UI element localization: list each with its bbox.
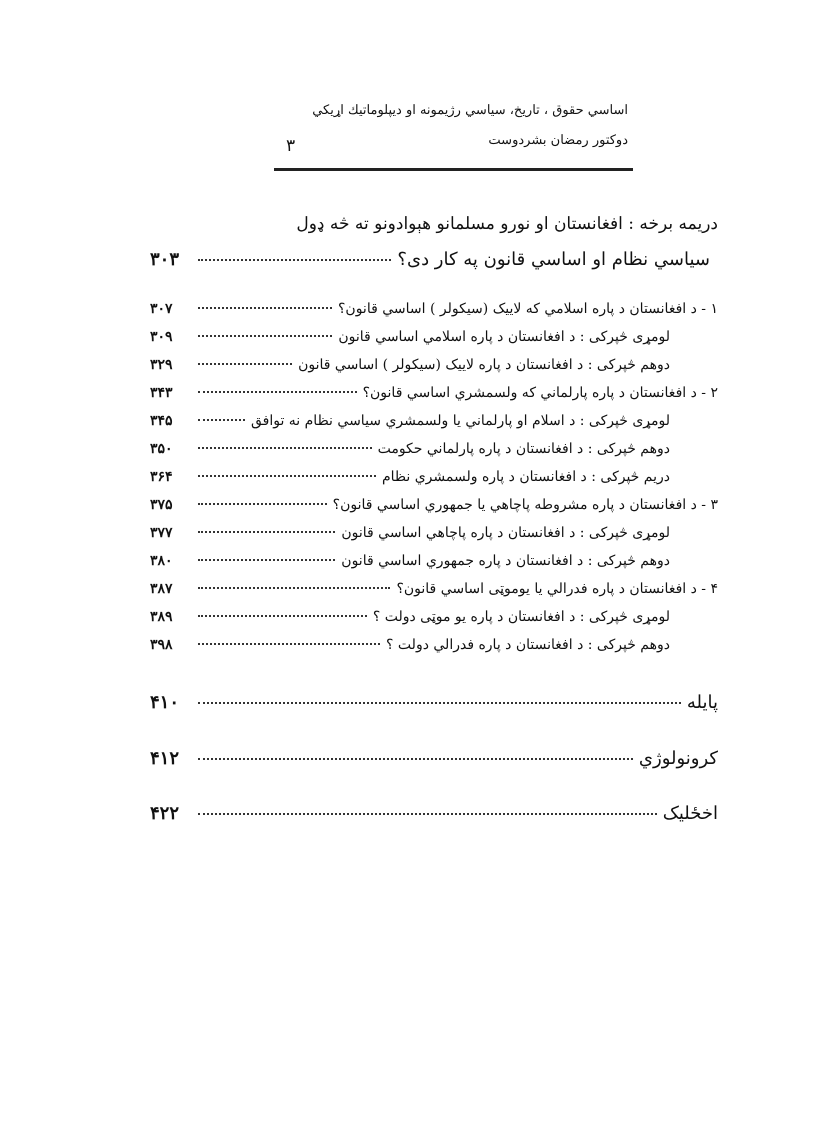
toc-entry-page: ٣۶۴ xyxy=(150,469,173,485)
dot-leader xyxy=(198,307,332,309)
toc-entry-label: لومړی څپرکی : د افغانستان د پاره پاچاهي اساسي قانون xyxy=(341,525,670,541)
section-title-row xyxy=(150,249,710,279)
toc-entry-page: ٣۵٠ xyxy=(150,441,173,457)
dot-leader xyxy=(198,813,657,815)
back-matter-entry xyxy=(150,748,718,778)
dot-leader xyxy=(198,643,380,645)
toc-entry-label: لومړی څپرکی : د افغانستان د پاره يو موټی دولت ؟ xyxy=(372,609,670,625)
toc-entry xyxy=(150,497,718,521)
book-title: اساسي حقوق ، تاريخ، سياسي رژيمونه او ديپلوماتيك اړيکي xyxy=(312,103,628,118)
toc-entry-label: لومړی څپرکی : د افغانستان د پاره اسلامي اساسي قانون xyxy=(338,329,670,345)
toc-entry xyxy=(150,469,670,493)
toc-entry-page: ٣٨٠ xyxy=(150,553,173,569)
toc-entry xyxy=(150,553,670,577)
toc-entry xyxy=(150,441,670,465)
toc-entry xyxy=(150,329,670,353)
back-matter-entry xyxy=(150,803,718,833)
back-matter-page: ۴١٢ xyxy=(150,748,180,769)
toc-entry-label: دريم څپرکی : د افغانستان د پاره ولسمشري نظام xyxy=(381,469,670,485)
dot-leader xyxy=(198,531,335,533)
toc-entry-label: ۱ - د افغانستان د پاره اسلامي که لاييک (سيکولر ) اساسي قانون؟ xyxy=(337,301,718,317)
dot-leader xyxy=(198,615,367,617)
toc-entry-page: ٣۴۵ xyxy=(150,413,173,429)
toc-entry-page: ٣٨٧ xyxy=(150,581,173,597)
section-title-line1: دريمه برخه : افغانستان او نورو مسلمانو هېوادونو ته څه ډول xyxy=(296,214,718,234)
back-matter-label: اخځليک xyxy=(662,803,718,824)
toc-entry-page: ٣٧۵ xyxy=(150,497,173,513)
dot-leader xyxy=(198,447,372,449)
toc-entry-label: دوهم څپرکی : د افغانستان د پاره لاييک (سيکولر ) اساسي قانون xyxy=(298,357,670,373)
dot-leader xyxy=(198,587,390,589)
toc-entry xyxy=(150,609,670,633)
section-page: ٣٠٣ xyxy=(150,249,180,270)
dot-leader xyxy=(198,363,292,365)
toc-entry-label: دوهم څپرکی : د افغانستان د پاره پارلماني حکومت xyxy=(377,441,670,457)
dot-leader xyxy=(198,335,332,337)
toc-entry xyxy=(150,357,670,381)
back-matter-label: کرونولوژي xyxy=(638,748,718,769)
dot-leader xyxy=(198,419,245,421)
toc-entry xyxy=(150,525,670,549)
section-title-line2: سياسي نظام او اساسي قانون په کار دی؟ xyxy=(397,249,710,270)
toc-entry-label: دوهم څپرکی : د افغانستان د پاره فدرالي دولت ؟ xyxy=(386,637,670,653)
toc-entry-label: لومړی څپرکی : د اسلام او پارلماني يا ولسمشري سياسي نظام نه توافق xyxy=(250,413,670,429)
page-number: ٣ xyxy=(286,136,296,156)
toc-entry-page: ٣٠٩ xyxy=(150,329,173,345)
back-matter-page: ۴١٠ xyxy=(150,692,180,713)
toc-entry-page: ٣٢٩ xyxy=(150,357,173,373)
toc-entry xyxy=(150,301,718,325)
toc-entry-label: ٣ - د افغانستان د پاره مشروطه پاچاهي يا جمهوري اساسي قانون؟ xyxy=(332,497,718,513)
toc-entry xyxy=(150,637,670,661)
toc-entry-page: ٣٨٩ xyxy=(150,609,173,625)
dot-leader xyxy=(198,259,391,261)
toc-entry-page: ٣٩٨ xyxy=(150,637,173,653)
toc-entry-page: ٣۴٣ xyxy=(150,385,173,401)
header-rule xyxy=(274,168,633,171)
toc-entry-label: ٢ - د افغانستان د پاره پارلماني که ولسمشري اساسي قانون؟ xyxy=(362,385,718,401)
toc-entry-page: ٣٧٧ xyxy=(150,525,173,541)
toc-entry-page: ٣٠٧ xyxy=(150,301,173,317)
back-matter-label: پايله xyxy=(686,692,718,713)
dot-leader xyxy=(198,559,335,561)
toc-entry-label: ۴ - د افغانستان د پاره فدرالي يا يوموټی اساسي قانون؟ xyxy=(396,581,718,597)
dot-leader xyxy=(198,758,633,760)
toc-entry-label: دوهم څپرکی : د افغانستان د پاره جمهوري اساسي قانون xyxy=(341,553,670,569)
dot-leader xyxy=(198,503,327,505)
back-matter-entry xyxy=(150,692,718,722)
dot-leader xyxy=(198,391,357,393)
dot-leader xyxy=(198,475,376,477)
dot-leader xyxy=(198,702,681,704)
author-name: دوکتور رمضان بشردوست xyxy=(488,133,628,148)
toc-entry xyxy=(150,413,670,437)
back-matter-page: ۴٢٢ xyxy=(150,803,180,824)
toc-entry xyxy=(150,581,718,605)
toc-entry xyxy=(150,385,718,409)
